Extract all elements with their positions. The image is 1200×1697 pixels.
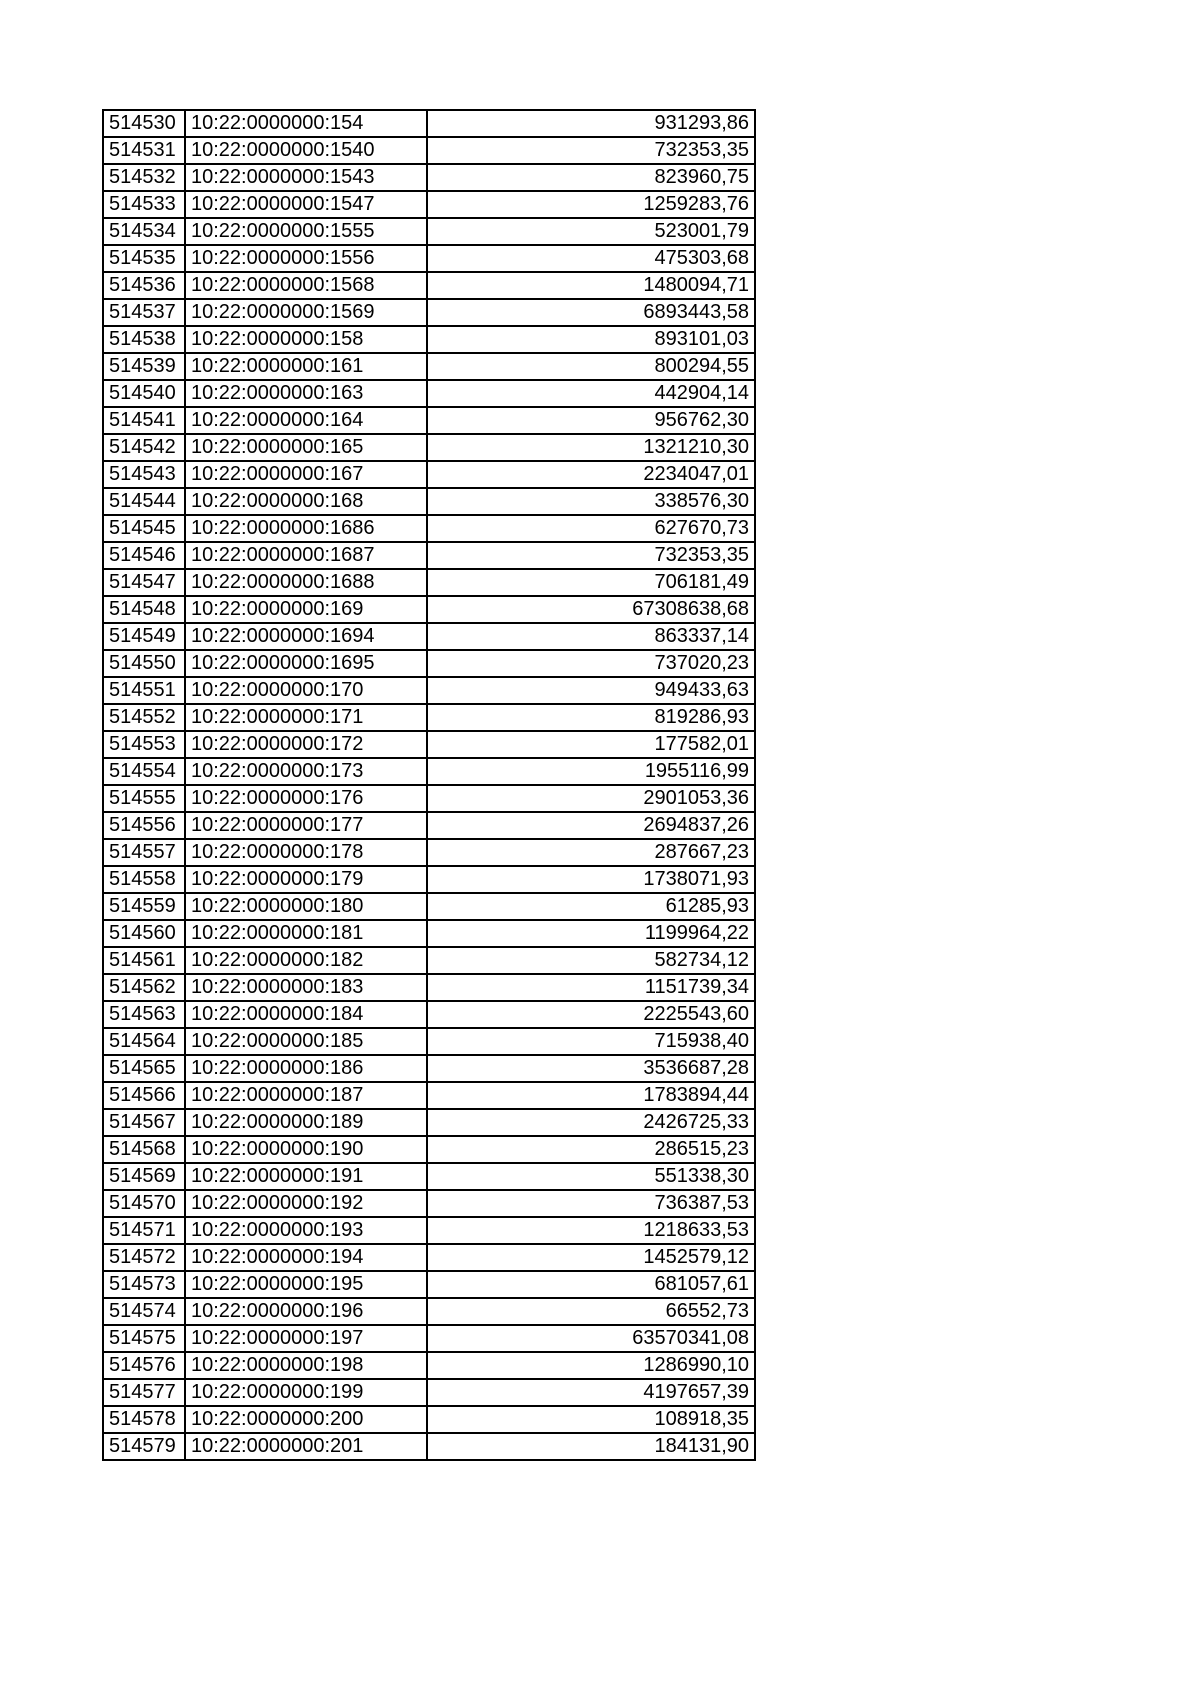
value-cell: 732353,35: [427, 137, 755, 164]
table-row: [103, 542, 755, 569]
value-cell: 551338,30: [427, 1163, 755, 1190]
cadastral-number-cell: 10:22:0000000:201: [185, 1433, 427, 1460]
row-number-cell: 514577: [103, 1379, 185, 1406]
row-number-cell: 514536: [103, 272, 185, 299]
table-row: [103, 1271, 755, 1298]
row-number-cell: 514562: [103, 974, 185, 1001]
value-cell: 732353,35: [427, 542, 755, 569]
cadastral-number-cell: 10:22:0000000:191: [185, 1163, 427, 1190]
table-row: [103, 1433, 755, 1460]
row-number-cell: 514530: [103, 110, 185, 137]
value-cell: 286515,23: [427, 1136, 755, 1163]
row-number-cell: 514556: [103, 812, 185, 839]
value-cell: 1480094,71: [427, 272, 755, 299]
value-cell: 823960,75: [427, 164, 755, 191]
cadastral-number-cell: 10:22:0000000:1694: [185, 623, 427, 650]
value-cell: 863337,14: [427, 623, 755, 650]
table-row: [103, 488, 755, 515]
row-number-cell: 514565: [103, 1055, 185, 1082]
row-number-cell: 514539: [103, 353, 185, 380]
row-number-cell: 514557: [103, 839, 185, 866]
row-number-cell: 514573: [103, 1271, 185, 1298]
cadastral-number-cell: 10:22:0000000:1695: [185, 650, 427, 677]
row-number-cell: 514549: [103, 623, 185, 650]
table-row: [103, 137, 755, 164]
value-cell: 800294,55: [427, 353, 755, 380]
value-cell: 6893443,58: [427, 299, 755, 326]
row-number-cell: 514544: [103, 488, 185, 515]
cadastral-number-cell: 10:22:0000000:187: [185, 1082, 427, 1109]
cadastral-number-cell: 10:22:0000000:1568: [185, 272, 427, 299]
row-number-cell: 514551: [103, 677, 185, 704]
table-body: [103, 110, 755, 1460]
row-number-cell: 514542: [103, 434, 185, 461]
table-row: [103, 623, 755, 650]
cadastral-number-cell: 10:22:0000000:199: [185, 1379, 427, 1406]
row-number-cell: 514559: [103, 893, 185, 920]
table-row: [103, 1352, 755, 1379]
value-cell: 287667,23: [427, 839, 755, 866]
value-cell: 184131,90: [427, 1433, 755, 1460]
cadastral-number-cell: 10:22:0000000:167: [185, 461, 427, 488]
cadastral-number-cell: 10:22:0000000:176: [185, 785, 427, 812]
value-cell: 3536687,28: [427, 1055, 755, 1082]
table-row: [103, 1028, 755, 1055]
row-number-cell: 514560: [103, 920, 185, 947]
cadastral-number-cell: 10:22:0000000:190: [185, 1136, 427, 1163]
cadastral-number-cell: 10:22:0000000:179: [185, 866, 427, 893]
row-number-cell: 514553: [103, 731, 185, 758]
value-cell: 4197657,39: [427, 1379, 755, 1406]
table-row: [103, 785, 755, 812]
cadastral-number-cell: 10:22:0000000:200: [185, 1406, 427, 1433]
value-cell: 582734,12: [427, 947, 755, 974]
value-cell: 819286,93: [427, 704, 755, 731]
row-number-cell: 514540: [103, 380, 185, 407]
table-row: [103, 191, 755, 218]
row-number-cell: 514579: [103, 1433, 185, 1460]
cadastral-number-cell: 10:22:0000000:164: [185, 407, 427, 434]
cadastral-number-cell: 10:22:0000000:168: [185, 488, 427, 515]
value-cell: 736387,53: [427, 1190, 755, 1217]
table-row: [103, 1136, 755, 1163]
value-cell: 2234047,01: [427, 461, 755, 488]
value-cell: 627670,73: [427, 515, 755, 542]
table-row: [103, 650, 755, 677]
cadastral-number-cell: 10:22:0000000:185: [185, 1028, 427, 1055]
table-row: [103, 1001, 755, 1028]
row-number-cell: 514564: [103, 1028, 185, 1055]
cadastral-number-cell: 10:22:0000000:196: [185, 1298, 427, 1325]
cadastral-number-cell: 10:22:0000000:194: [185, 1244, 427, 1271]
table-row: [103, 164, 755, 191]
value-cell: 67308638,68: [427, 596, 755, 623]
cadastral-number-cell: 10:22:0000000:198: [185, 1352, 427, 1379]
value-cell: 1199964,22: [427, 920, 755, 947]
table-row: [103, 434, 755, 461]
row-number-cell: 514537: [103, 299, 185, 326]
cadastral-number-cell: 10:22:0000000:1547: [185, 191, 427, 218]
table-row: [103, 596, 755, 623]
cadastral-number-cell: 10:22:0000000:180: [185, 893, 427, 920]
value-cell: 1738071,93: [427, 866, 755, 893]
cadastral-number-cell: 10:22:0000000:182: [185, 947, 427, 974]
cadastral-number-cell: 10:22:0000000:165: [185, 434, 427, 461]
table-row: [103, 893, 755, 920]
row-number-cell: 514533: [103, 191, 185, 218]
cadastral-number-cell: 10:22:0000000:1569: [185, 299, 427, 326]
table-row: [103, 1298, 755, 1325]
table-row: [103, 326, 755, 353]
value-cell: 2426725,33: [427, 1109, 755, 1136]
table-row: [103, 299, 755, 326]
row-number-cell: 514574: [103, 1298, 185, 1325]
cadastral-number-cell: 10:22:0000000:173: [185, 758, 427, 785]
row-number-cell: 514575: [103, 1325, 185, 1352]
value-cell: 706181,49: [427, 569, 755, 596]
cadastral-number-cell: 10:22:0000000:1555: [185, 218, 427, 245]
table-row: [103, 1163, 755, 1190]
table-row: [103, 110, 755, 137]
value-cell: 956762,30: [427, 407, 755, 434]
cadastral-number-cell: 10:22:0000000:189: [185, 1109, 427, 1136]
value-cell: 475303,68: [427, 245, 755, 272]
row-number-cell: 514570: [103, 1190, 185, 1217]
row-number-cell: 514538: [103, 326, 185, 353]
table-row: [103, 380, 755, 407]
value-cell: 715938,40: [427, 1028, 755, 1055]
row-number-cell: 514552: [103, 704, 185, 731]
value-cell: 1783894,44: [427, 1082, 755, 1109]
cadastral-number-cell: 10:22:0000000:154: [185, 110, 427, 137]
table-row: [103, 704, 755, 731]
table-row: [103, 731, 755, 758]
row-number-cell: 514543: [103, 461, 185, 488]
row-number-cell: 514569: [103, 1163, 185, 1190]
value-cell: 893101,03: [427, 326, 755, 353]
cadastral-number-cell: 10:22:0000000:161: [185, 353, 427, 380]
cadastral-number-cell: 10:22:0000000:195: [185, 1271, 427, 1298]
cadastral-number-cell: 10:22:0000000:163: [185, 380, 427, 407]
cadastral-number-cell: 10:22:0000000:1686: [185, 515, 427, 542]
table-row: [103, 866, 755, 893]
table-row: [103, 839, 755, 866]
value-cell: 1259283,76: [427, 191, 755, 218]
cadastral-number-cell: 10:22:0000000:186: [185, 1055, 427, 1082]
value-cell: 2901053,36: [427, 785, 755, 812]
cadastral-number-cell: 10:22:0000000:170: [185, 677, 427, 704]
value-cell: 63570341,08: [427, 1325, 755, 1352]
value-cell: 931293,86: [427, 110, 755, 137]
row-number-cell: 514578: [103, 1406, 185, 1433]
value-cell: 177582,01: [427, 731, 755, 758]
table-row: [103, 461, 755, 488]
row-number-cell: 514535: [103, 245, 185, 272]
row-number-cell: 514532: [103, 164, 185, 191]
cadastral-number-cell: 10:22:0000000:171: [185, 704, 427, 731]
value-cell: 681057,61: [427, 1271, 755, 1298]
table-row: [103, 947, 755, 974]
row-number-cell: 514541: [103, 407, 185, 434]
row-number-cell: 514548: [103, 596, 185, 623]
table-row: [103, 920, 755, 947]
table-row: [103, 407, 755, 434]
table-row: [103, 1379, 755, 1406]
cadastral-number-cell: 10:22:0000000:1540: [185, 137, 427, 164]
value-cell: 442904,14: [427, 380, 755, 407]
row-number-cell: 514566: [103, 1082, 185, 1109]
row-number-cell: 514534: [103, 218, 185, 245]
table-row: [103, 272, 755, 299]
value-cell: 949433,63: [427, 677, 755, 704]
table-row: [103, 1109, 755, 1136]
row-number-cell: 514531: [103, 137, 185, 164]
value-cell: 1151739,34: [427, 974, 755, 1001]
table-row: [103, 1406, 755, 1433]
cadastral-number-cell: 10:22:0000000:1556: [185, 245, 427, 272]
table-row: [103, 1082, 755, 1109]
table-row: [103, 758, 755, 785]
cadastral-number-cell: 10:22:0000000:184: [185, 1001, 427, 1028]
value-cell: 1321210,30: [427, 434, 755, 461]
row-number-cell: 514546: [103, 542, 185, 569]
table-row: [103, 515, 755, 542]
table-row: [103, 569, 755, 596]
value-cell: 338576,30: [427, 488, 755, 515]
row-number-cell: 514555: [103, 785, 185, 812]
table-row: [103, 1190, 755, 1217]
table-row: [103, 1055, 755, 1082]
table-row: [103, 1217, 755, 1244]
row-number-cell: 514568: [103, 1136, 185, 1163]
cadastral-number-cell: 10:22:0000000:1543: [185, 164, 427, 191]
value-cell: 1452579,12: [427, 1244, 755, 1271]
cadastral-number-cell: 10:22:0000000:172: [185, 731, 427, 758]
value-cell: 66552,73: [427, 1298, 755, 1325]
table-row: [103, 1325, 755, 1352]
cadastral-number-cell: 10:22:0000000:1688: [185, 569, 427, 596]
row-number-cell: 514545: [103, 515, 185, 542]
value-cell: 2225543,60: [427, 1001, 755, 1028]
row-number-cell: 514550: [103, 650, 185, 677]
value-cell: 1955116,99: [427, 758, 755, 785]
row-number-cell: 514571: [103, 1217, 185, 1244]
row-number-cell: 514554: [103, 758, 185, 785]
table-row: [103, 812, 755, 839]
cadastral-number-cell: 10:22:0000000:183: [185, 974, 427, 1001]
row-number-cell: 514576: [103, 1352, 185, 1379]
row-number-cell: 514572: [103, 1244, 185, 1271]
value-cell: 108918,35: [427, 1406, 755, 1433]
cadastral-number-cell: 10:22:0000000:193: [185, 1217, 427, 1244]
cadastral-number-cell: 10:22:0000000:197: [185, 1325, 427, 1352]
cadastral-number-cell: 10:22:0000000:192: [185, 1190, 427, 1217]
row-number-cell: 514558: [103, 866, 185, 893]
row-number-cell: 514567: [103, 1109, 185, 1136]
value-cell: 1218633,53: [427, 1217, 755, 1244]
value-cell: 737020,23: [427, 650, 755, 677]
cadastral-number-cell: 10:22:0000000:158: [185, 326, 427, 353]
table-row: [103, 353, 755, 380]
value-cell: 61285,93: [427, 893, 755, 920]
cadastral-number-cell: 10:22:0000000:177: [185, 812, 427, 839]
cadastral-number-cell: 10:22:0000000:1687: [185, 542, 427, 569]
data-table: [102, 109, 756, 1461]
table-row: [103, 677, 755, 704]
table-row: [103, 218, 755, 245]
table-row: [103, 974, 755, 1001]
cadastral-number-cell: 10:22:0000000:181: [185, 920, 427, 947]
cadastral-number-cell: 10:22:0000000:169: [185, 596, 427, 623]
table-row: [103, 245, 755, 272]
row-number-cell: 514547: [103, 569, 185, 596]
cadastral-number-cell: 10:22:0000000:178: [185, 839, 427, 866]
value-cell: 2694837,26: [427, 812, 755, 839]
row-number-cell: 514561: [103, 947, 185, 974]
value-cell: 523001,79: [427, 218, 755, 245]
value-cell: 1286990,10: [427, 1352, 755, 1379]
table-row: [103, 1244, 755, 1271]
row-number-cell: 514563: [103, 1001, 185, 1028]
